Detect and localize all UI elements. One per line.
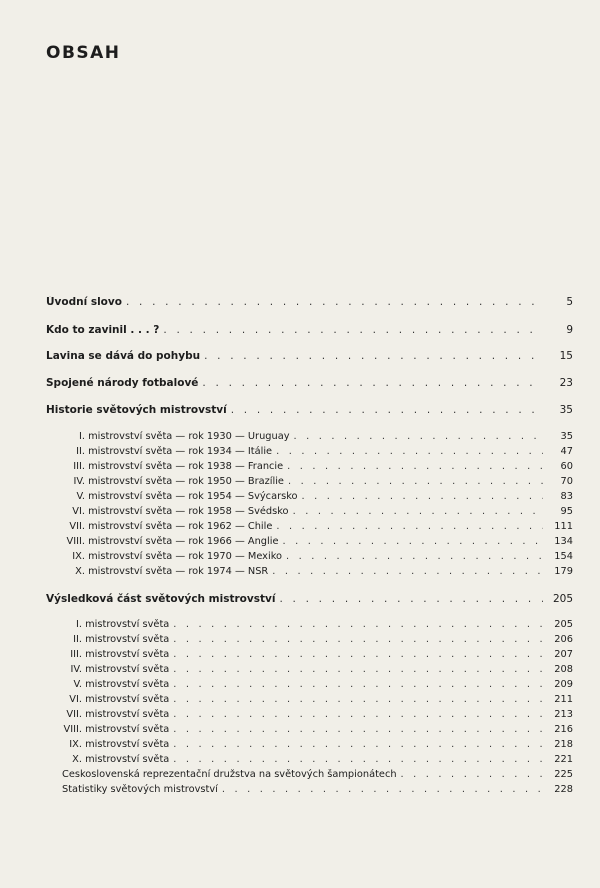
subentry-text: mistrovství světa — rok 1966 — Anglie (88, 536, 279, 547)
toc-entry-page: 206 (554, 634, 573, 645)
toc-entry-page: 213 (554, 709, 573, 720)
toc-subentry (60, 566, 573, 577)
leader-dots (279, 593, 543, 605)
toc-entry-page: 209 (554, 679, 573, 690)
toc-entry-page: 5 (566, 296, 573, 308)
toc-entry-page: 216 (554, 724, 573, 735)
toc-entry-page: 15 (559, 350, 573, 362)
toc-subentry (46, 649, 573, 660)
toc-entry-page: 23 (559, 377, 573, 389)
toc-entry-page: 208 (554, 664, 573, 675)
toc-entry (46, 324, 573, 336)
roman-numeral: VII. (66, 709, 82, 720)
leader-dots (293, 506, 543, 517)
roman-numeral: IV. (70, 664, 82, 675)
toc-entry-page: 35 (560, 431, 573, 442)
roman-numeral: III. (70, 649, 82, 660)
subentry-text: mistrovství světa — rok 1954 — Švýcarsko (88, 491, 298, 502)
leader-dots (231, 404, 543, 416)
roman-numeral: I. (75, 619, 82, 630)
toc-subentry (60, 536, 573, 547)
roman-numeral: IV. (73, 476, 85, 487)
subentry-text: mistrovství světa — rok 1958 — Švédsko (88, 506, 289, 517)
toc-subentry (60, 461, 573, 472)
subentry-text: mistrovství světa — rok 1974 — NSR (88, 566, 269, 577)
subentry-text: mistrovství světa (85, 634, 170, 645)
roman-numeral: IX. (72, 551, 85, 562)
leader-dots (173, 619, 543, 630)
toc-entry-page: 111 (554, 521, 573, 532)
leader-dots (173, 709, 543, 720)
leader-dots (173, 664, 543, 675)
toc-entry-page: 179 (554, 566, 573, 577)
roman-numeral: IX. (69, 739, 82, 750)
toc-entry (46, 350, 573, 362)
leader-dots (276, 446, 543, 457)
roman-numeral: III. (73, 461, 85, 472)
toc-subentry (60, 521, 573, 532)
leader-dots (173, 754, 543, 765)
roman-numeral: V. (73, 679, 82, 690)
leader-dots (276, 521, 543, 532)
page-title: OBSAH (46, 43, 121, 63)
subentry-text: Statistiky světových mistrovství (62, 784, 218, 795)
leader-dots (287, 461, 543, 472)
roman-numeral: II. (73, 634, 82, 645)
toc-subentry (60, 476, 573, 487)
leader-dots (401, 769, 543, 780)
toc-entry-page: 221 (554, 754, 573, 765)
toc-subentry (46, 634, 573, 645)
subentry-text: mistrovství světa — rok 1938 — Francie (88, 461, 284, 472)
subentry-text: mistrovství světa — rok 1934 — Itálie (88, 446, 273, 457)
subentry-text: mistrovství světa (85, 724, 170, 735)
roman-numeral: VIII. (66, 536, 85, 547)
toc-entry-page: 35 (559, 404, 573, 416)
subentry-text: mistrovství světa (85, 679, 170, 690)
leader-dots (173, 724, 543, 735)
toc-subentry (60, 506, 573, 517)
toc-entry-page: 154 (554, 551, 573, 562)
subentry-text: mistrovství světa (85, 754, 170, 765)
toc-subentry (46, 694, 573, 705)
leader-dots (163, 324, 543, 336)
toc-entry-page: 218 (554, 739, 573, 750)
toc-subentry (46, 619, 573, 630)
subentry-text: mistrovství světa — rok 1962 — Chile (88, 521, 273, 532)
leader-dots (173, 739, 543, 750)
toc-subentry (46, 739, 573, 750)
toc-entry (46, 377, 573, 389)
toc-subentry (46, 709, 573, 720)
leader-dots (272, 566, 543, 577)
toc-entry-label: Úvodní slovo (46, 296, 122, 308)
toc-entry-page: 228 (554, 784, 573, 795)
leader-dots (173, 634, 543, 645)
leader-dots (173, 679, 543, 690)
roman-numeral: VIII. (63, 724, 82, 735)
subentry-text: mistrovství světa (85, 649, 170, 660)
leader-dots (173, 694, 543, 705)
toc-subentry (62, 784, 573, 795)
toc-entry-page: 207 (554, 649, 573, 660)
toc-subentry (60, 491, 573, 502)
toc-subentry (60, 431, 573, 442)
leader-dots (222, 784, 543, 795)
toc-entry-page: 95 (560, 506, 573, 517)
subentry-text: mistrovství světa (85, 739, 170, 750)
toc-entry-page: 83 (560, 491, 573, 502)
toc-entry-page: 60 (560, 461, 573, 472)
subentry-text: mistrovství světa — rok 1950 — Brazílie (88, 476, 284, 487)
subentry-text: mistrovství světa (85, 619, 170, 630)
roman-numeral: I. (78, 431, 85, 442)
toc-entry-page: 47 (560, 446, 573, 457)
toc-entry-page: 225 (554, 769, 573, 780)
toc-subentry (60, 551, 573, 562)
roman-numeral: X. (75, 566, 85, 577)
leader-dots (288, 476, 543, 487)
toc-entry-label: Kdo to zavinil . . . ? (46, 324, 160, 336)
roman-numeral: X. (72, 754, 82, 765)
roman-numeral: VI. (69, 694, 82, 705)
toc-entry-page: 70 (560, 476, 573, 487)
toc-entry-page: 134 (554, 536, 573, 547)
toc-subentry (46, 724, 573, 735)
subentry-text: mistrovství světa (85, 664, 170, 675)
roman-numeral: VII. (69, 521, 85, 532)
leader-dots (302, 491, 543, 502)
toc-entry-page: 205 (554, 619, 573, 630)
toc-entry-label: Lavina se dává do pohybu (46, 350, 201, 362)
subentry-text: mistrovství světa — rok 1930 — Uruguay (88, 431, 290, 442)
roman-numeral: V. (76, 491, 85, 502)
roman-numeral: II. (76, 446, 85, 457)
toc-subentry (62, 769, 573, 780)
leader-dots (294, 431, 543, 442)
toc-subentry (60, 446, 573, 457)
toc-entry-label: Výsledková část světových mistrovství (46, 593, 276, 605)
toc-entry-label: Historie světových mistrovství (46, 404, 227, 416)
roman-numeral: VI. (72, 506, 85, 517)
leader-dots (126, 296, 543, 308)
leader-dots (204, 350, 543, 362)
subentry-text: Československá reprezentační družstva na světových šampionátech (62, 769, 397, 780)
leader-dots (173, 649, 543, 660)
subentry-text: mistrovství světa (85, 709, 170, 720)
toc-entry (46, 593, 573, 605)
toc-entry-page: 211 (554, 694, 573, 705)
leader-dots (202, 377, 543, 389)
toc-entry-page: 205 (552, 593, 573, 605)
toc-entry-label: Spojené národy fotbalové (46, 377, 199, 389)
toc-subentry (46, 754, 573, 765)
toc-subentry (46, 664, 573, 675)
toc-entry (46, 404, 573, 416)
leader-dots (282, 536, 543, 547)
toc-subentry (46, 679, 573, 690)
leader-dots (286, 551, 543, 562)
toc-entry (46, 296, 573, 308)
toc-entry-page: 9 (566, 324, 573, 336)
subentry-text: mistrovství světa (85, 694, 170, 705)
subentry-text: mistrovství světa — rok 1970 — Mexiko (88, 551, 283, 562)
